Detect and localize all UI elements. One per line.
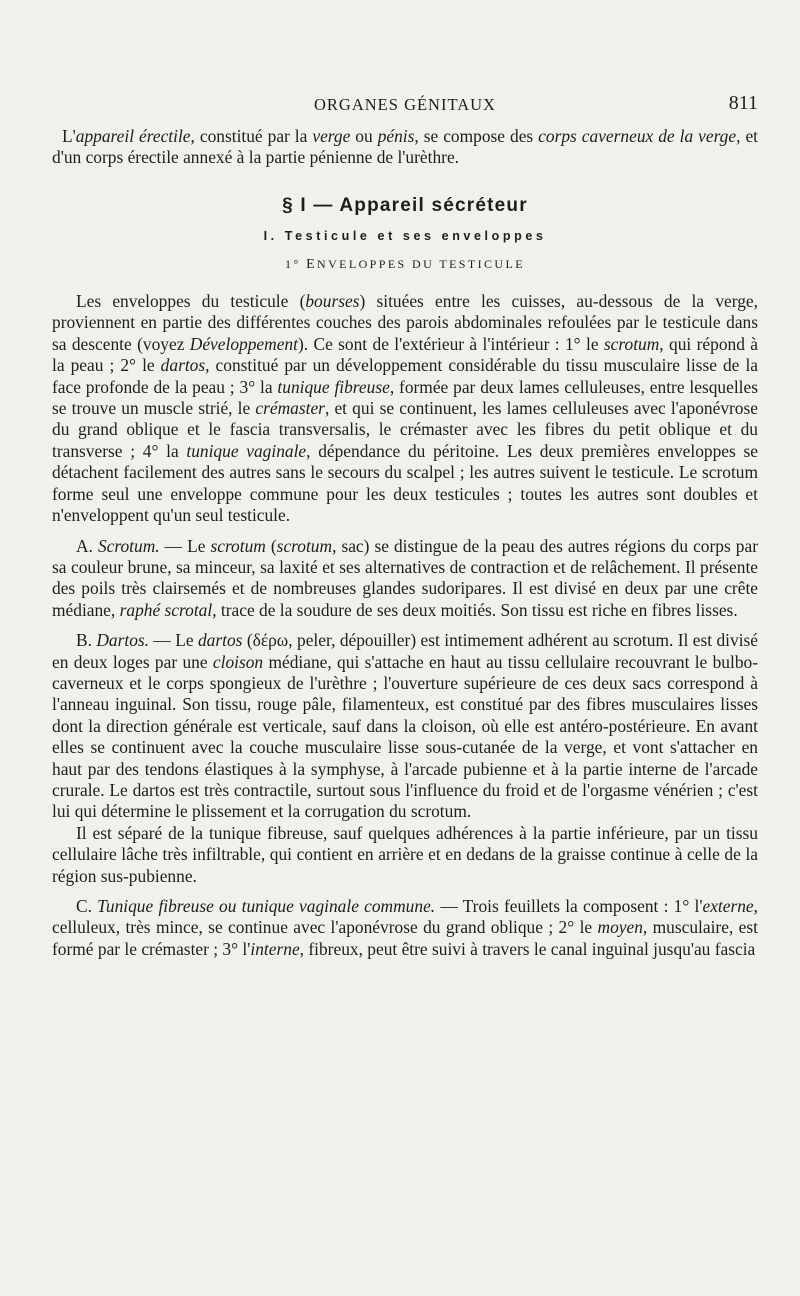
paragraph-separe: Il est séparé de la tunique fibreuse, sauf quelques adhérences à la partie inférieure, par un tissu cellulaire lâche très infiltrable, qui contient en arrière et en dedans de la graisse continue à celle de la région sus-pubienne. (52, 822, 758, 886)
page-body (52, 126, 758, 960)
sub-subsection-heading: 1° ENVELOPPES DU TESTICULE (285, 256, 525, 272)
paragraph-tunique-fibreuse: C. Tunique fibreuse ou tunique vaginale commune. — Trois feuillets la composent : 1° l'externe, celluleux, très mince, se continue avec l'aponévrose du grand oblique ; 2° le moyen, musculaire, est formé par le crémaster ; 3° l'interne, fibreux, peut être suivi à travers le canal inguinal jusqu'au fascia (52, 896, 758, 959)
paragraph-dartos: B. Dartos. — Le dartos (δέρω, peler, dépouiller) est intimement adhérent au scrotum. Il est divisé en deux loges par une cloison médiane, qui s'attache en haut au tissu cellulaire recouvrant le bulbo-caverneux et le corps spongieux de l'urèthre ; l'ouverture supérieure de ces deux sacs correspond à l'anneau inguinal. Son tissu, rouge pâle, filamenteux, est constitué par des fibres musculaires lisses dont la direction générale est verticale, sauf dans la cloison, où elle est antéro-postérieure. En avant elles se continuent avec la couche musculaire lisse sous-cutanée de la verge, et vont s'attacher en haut par des tendons élastiques à la symphyse, à l'arcade pubienne et à la partie interne de l'arcade crurale. Le dartos est très contractile, surtout sous l'influence du froid et de l'orgasme vénérien ; c'est lui qui détermine le plissement et la corrugation du scrotum. (52, 630, 759, 822)
page-number: 811 (728, 92, 758, 114)
paragraph-scrotum: A. Scrotum. — Le scrotum (scrotum, sac) se distingue de la peau des autres régions du corps par sa couleur brune, sa minceur, sa laxité et ses alternatives de contraction et de relâchement. Il présente des poils très clairsemés et de nombreuses glandes sudoripares. Il est divisé en deux par une crête médiane, raphé scrotal, trace de la soudure de ses deux moitiés. Son tissu est riche en fibres lisses. (52, 535, 758, 620)
paragraph-enveloppes: Les enveloppes du testicule (bourses) situées entre les cuisses, au-dessous de la verge, proviennent en partie des différentes couches des parois abdominales refoulées par le testicule dans sa descente (voyez Développement). Ce sont de l'extérieur à l'intérieur : 1° le scrotum, qui répond à la peau ; 2° le dartos, constitué par un développement considérable du tissu musculaire lisse de la face profonde de la peau ; 3° la tunique fibreuse, formée par deux lames celluleuses, entre lesquelles se trouve un muscle strié, le crémaster, et qui se continuent, les lames celluleuses avec l'aponévrose du grand oblique et le fascia transversalis, le crémaster avec les fibres du petit oblique et du transverse ; 4° la tunique vaginale, dépendance du péritoine. Les deux premières enveloppes se détachent facilement des autres sans le secours du scalpel ; les autres suivent le testicule. Le scrotum forme seul une enveloppe commune pour les deux testicules ; toutes les autres sont doubles et n'enveloppent qu'un seul testicule. (52, 291, 758, 526)
subsection-heading: I. Testicule et ses enveloppes (263, 229, 547, 244)
intro-paragraph: L'appareil érectile, constitué par la verge ou pénis, se compose des corps caverneux de la verge, et d'un corps érectile annexé à la partie pénienne de l'urèthre. (52, 126, 758, 168)
section-heading: § I — Appareil sécréteur (282, 194, 528, 216)
running-title: ORGANES GÉNITAUX (314, 95, 496, 114)
running-head (52, 92, 758, 116)
